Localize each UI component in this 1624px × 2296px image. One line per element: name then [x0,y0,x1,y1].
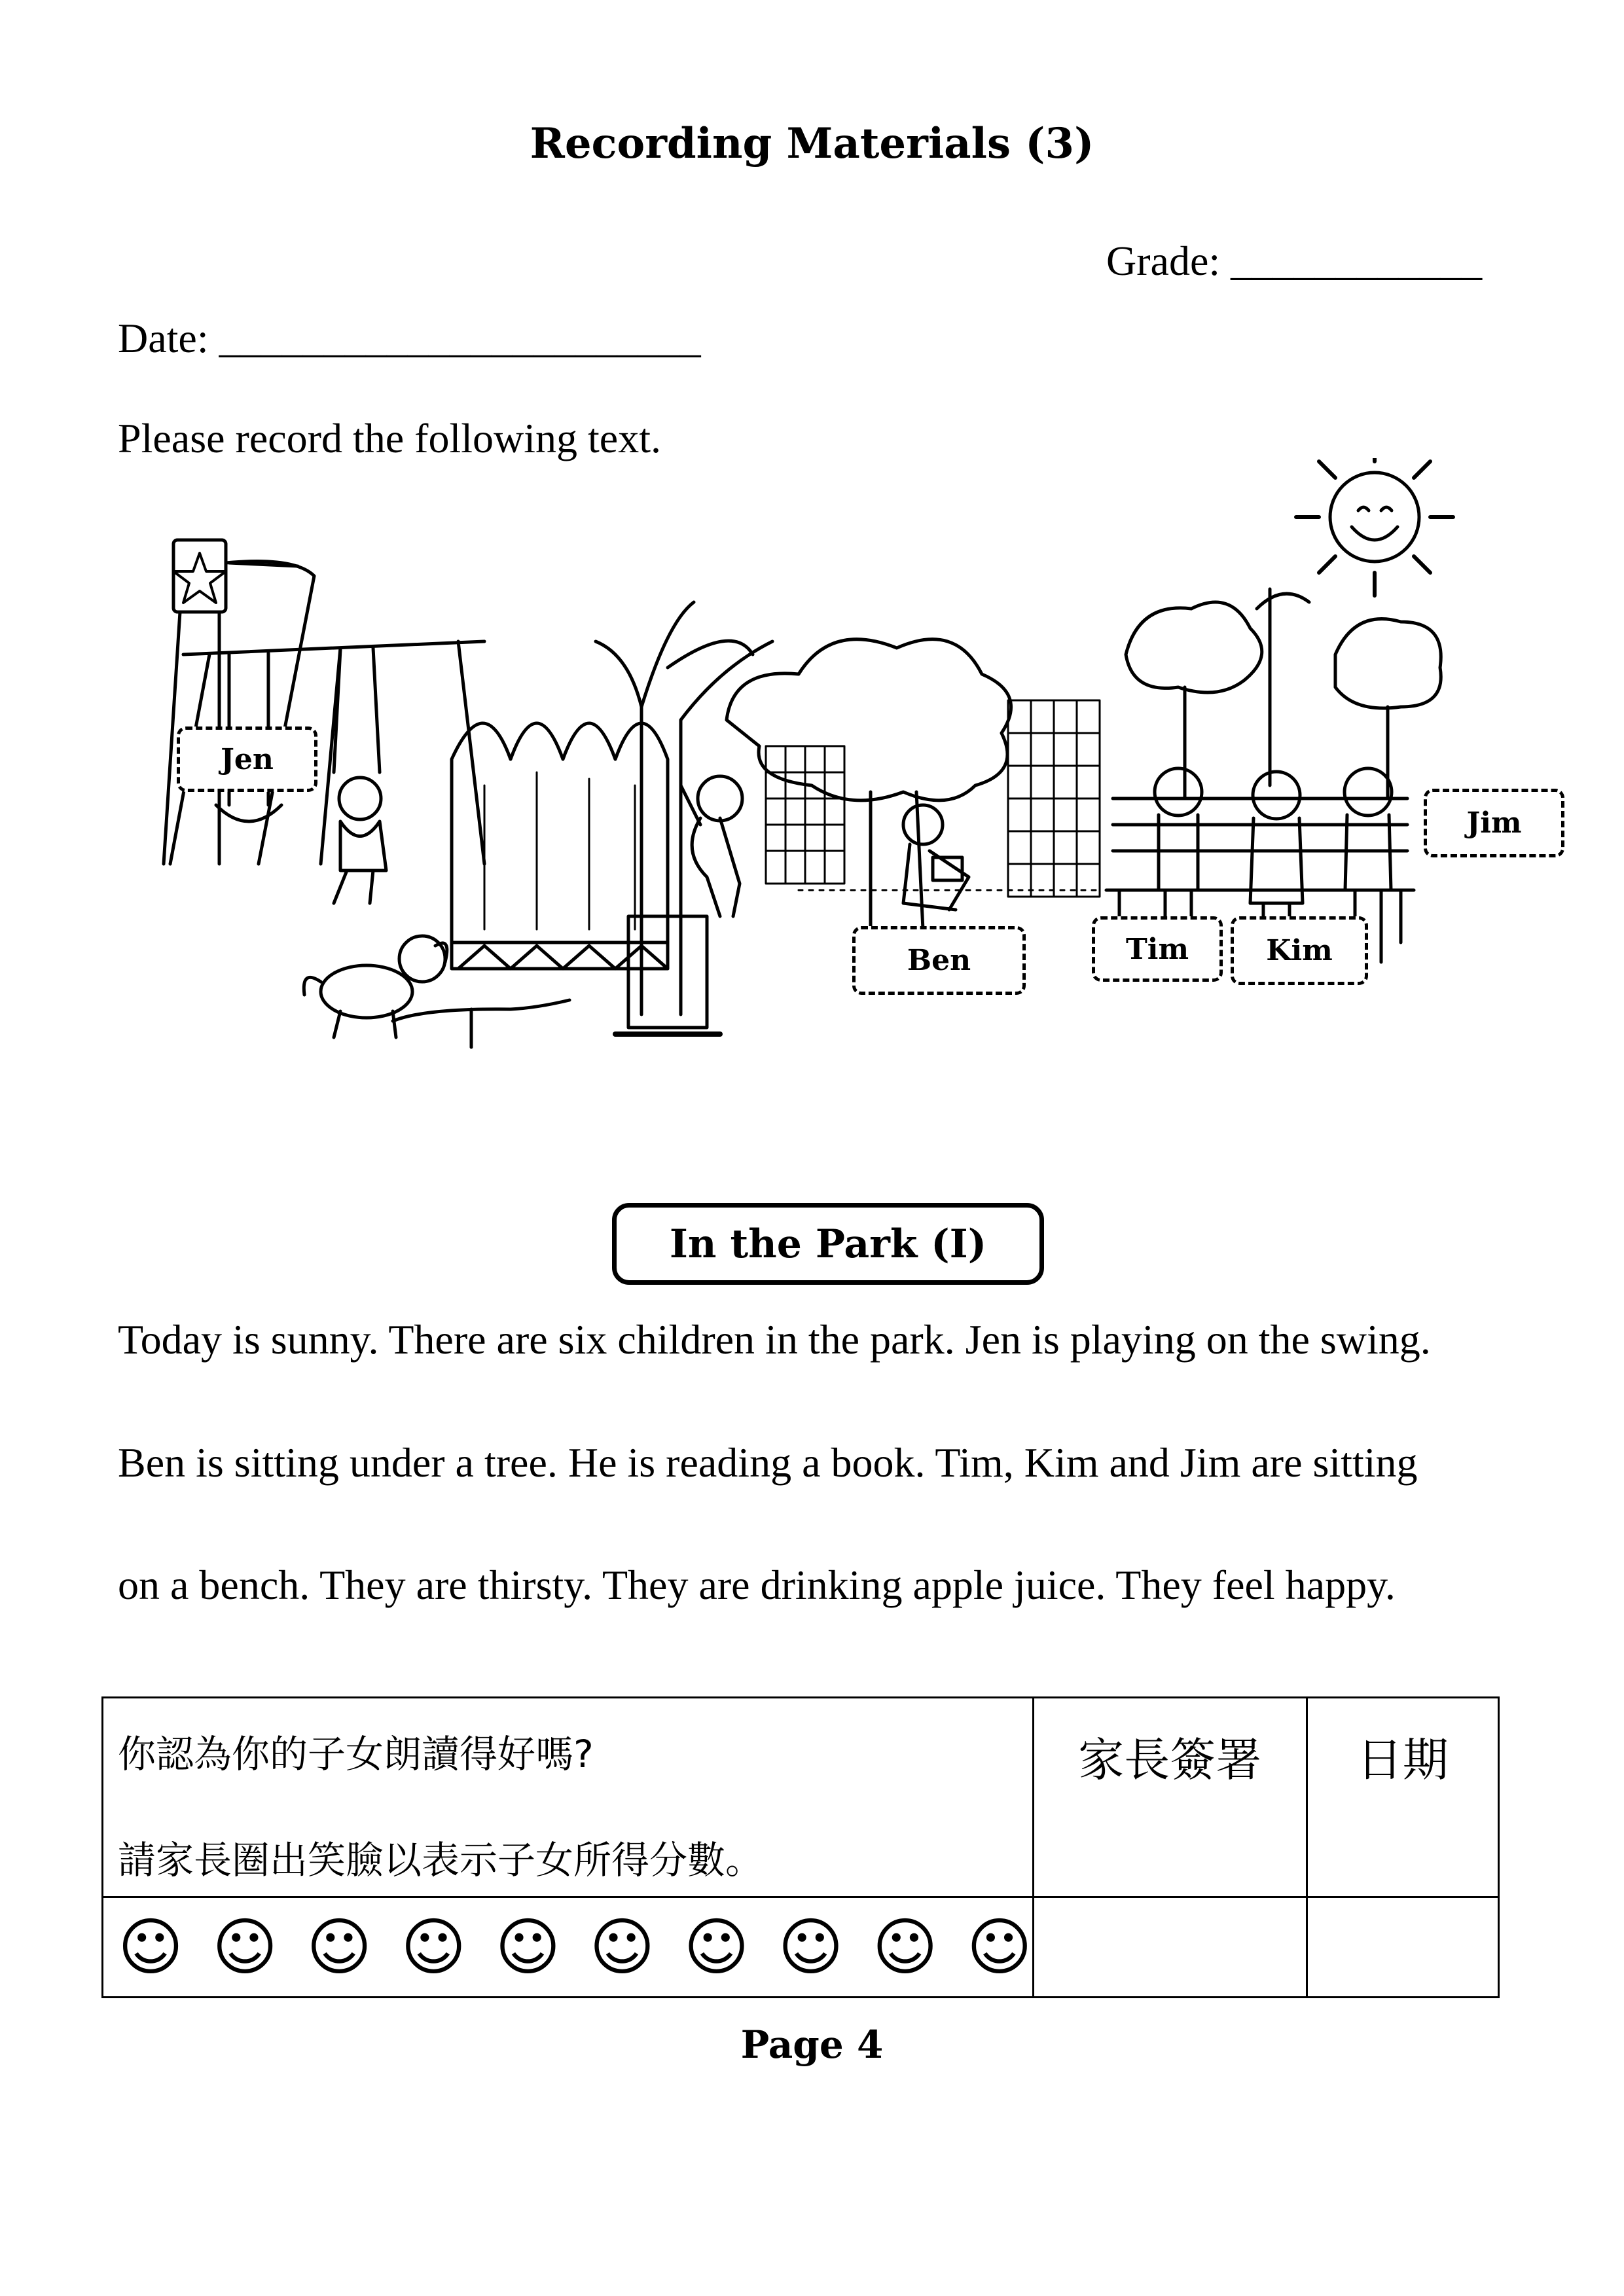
smiley-rating-cell [103,1897,1034,1998]
date-field[interactable]: Date: _______________________ [118,315,701,361]
tree-icon [727,639,1011,929]
signature-header: 家長簽署 [1033,1698,1307,1897]
date-cell[interactable] [1307,1897,1498,1998]
tree-icon [1126,589,1441,798]
sun-icon [1296,458,1453,596]
dog-icon [304,936,447,1037]
grade-field[interactable]: Grade: ____________ [1106,238,1483,284]
smiley-icon[interactable]: ☺ [683,1910,749,1984]
story-line-3: on a bench. They are thirsty. They are drinking apple juice. They feel happy. [118,1562,1396,1608]
parent-rating-table [101,1696,1500,1998]
park-illustration [144,458,1584,1080]
smiley-icon[interactable]: ☺ [778,1910,844,1984]
smiley-icon[interactable]: ☺ [589,1910,655,1984]
question-line-1: 你認為你的子女朗讀得好嗎? [118,1732,594,1776]
smiley-icon[interactable]: ☺ [212,1910,278,1984]
smiley-icon[interactable]: ☺ [401,1910,467,1984]
name-label-jen: Jen [177,726,317,792]
question-cell [103,1698,1034,1897]
name-label-ben: Ben [852,926,1026,995]
story-line-2: Ben is sitting under a tree. He is reading a book. Tim, Kim and Jim are sitting [118,1439,1418,1486]
smiley-icon[interactable]: ☺ [118,1910,184,1984]
page-number: Page 4 [740,2022,884,2067]
bicycle-handlebar-icon [393,1000,569,1047]
signature-cell[interactable] [1033,1897,1307,1998]
name-label-kim: Kim [1231,916,1368,985]
smiley-icon[interactable]: ☺ [306,1910,372,1984]
hedge-icon [452,723,668,969]
date-header: 日期 [1307,1698,1498,1897]
name-label-tim: Tim [1092,916,1223,982]
name-label-jim: Jim [1424,789,1564,857]
instruction-text: Please record the following text. [118,415,661,461]
smiley-icon[interactable]: ☺ [495,1910,561,1984]
slide-icon [164,540,314,864]
question-line-2: 請家長圈出笑臉以表示子女所得分數。 [118,1838,764,1882]
smiley-icon[interactable]: ☺ [966,1910,1032,1984]
story-title: In the Park (I) [612,1203,1044,1285]
smiley-icon[interactable]: ☺ [872,1910,938,1984]
smiley-row [103,1898,1032,1996]
page-title: Recording Materials (3) [530,119,1094,168]
story-line-1: Today is sunny. There are six children in the park. Jen is playing on the swing. [118,1316,1431,1363]
